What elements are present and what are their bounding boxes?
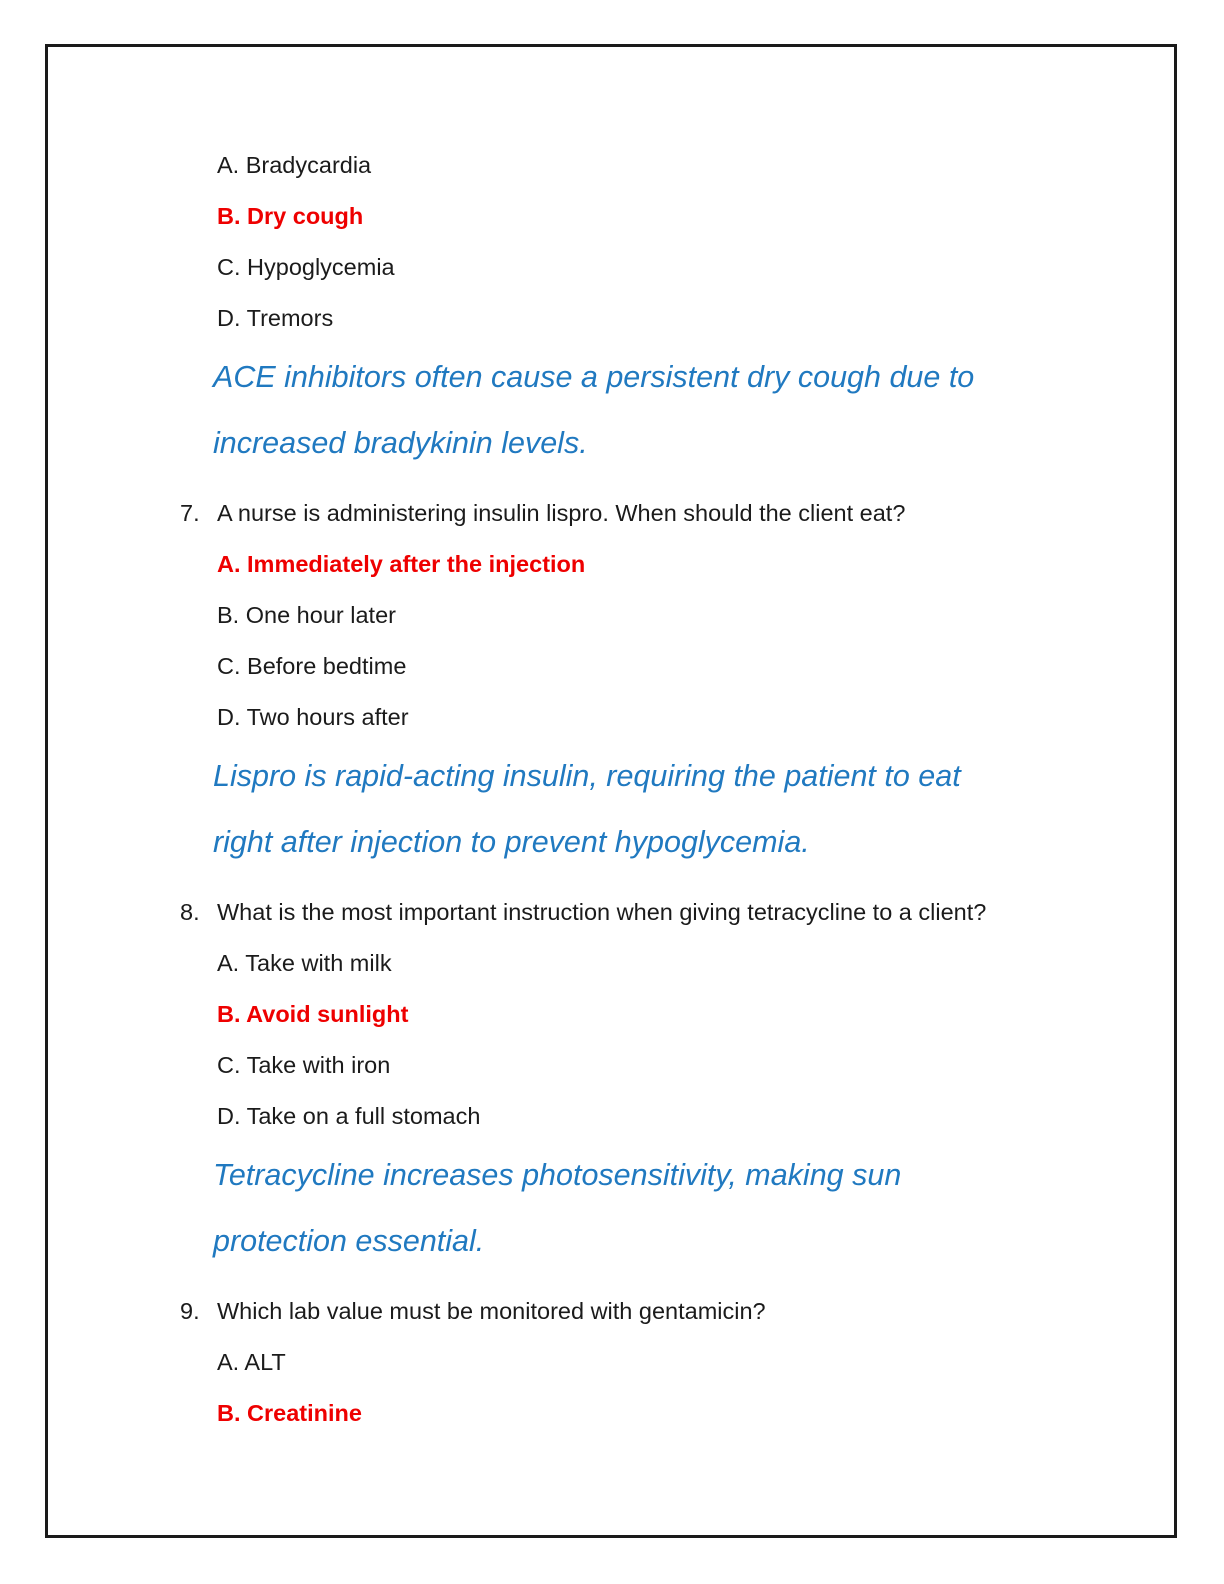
answer-option: A. ALT	[217, 1349, 286, 1375]
question-text: A nurse is administering insulin lispro. When should the client eat?	[217, 500, 906, 526]
answer-option: D. Take on a full stomach	[217, 1103, 481, 1129]
explanation-line: increased bradykinin levels.	[213, 426, 588, 460]
answer-option-correct: B. Creatinine	[217, 1400, 362, 1426]
answer-option-correct: B. Dry cough	[217, 203, 364, 229]
question-line	[180, 1286, 1140, 1337]
explanation-line: ACE inhibitors often cause a persistent dry cough due to	[213, 360, 975, 394]
explanation-line: Lispro is rapid-acting insulin, requiring the patient to eat	[213, 759, 961, 793]
document-content	[180, 140, 1140, 1439]
question-block-7	[180, 488, 1140, 875]
question-number: 7.	[180, 500, 200, 526]
explanation-line: right after injection to prevent hypoglycemia.	[213, 825, 810, 859]
answer-option: C. Before bedtime	[217, 653, 407, 679]
question-line	[180, 887, 1140, 938]
explanation-line: Tetracycline increases photosensitivity, making sun	[213, 1158, 902, 1192]
answer-option-correct: A. Immediately after the injection	[217, 551, 586, 577]
question-text: What is the most important instruction when giving tetracycline to a client?	[217, 899, 987, 925]
question-block-8	[180, 887, 1140, 1274]
answer-explanation	[213, 743, 1140, 875]
explanation-line: protection essential.	[213, 1224, 485, 1258]
answer-explanation	[213, 344, 1140, 476]
answer-option: A. Take with milk	[217, 950, 392, 976]
answer-option: B. One hour later	[217, 602, 396, 628]
answer-option: C. Hypoglycemia	[217, 254, 395, 280]
answer-option-correct: B. Avoid sunlight	[217, 1001, 409, 1027]
answer-option: D. Two hours after	[217, 704, 409, 730]
question-number: 9.	[180, 1298, 200, 1324]
question-block-continued	[180, 140, 1140, 476]
question-number: 8.	[180, 899, 200, 925]
question-line	[180, 488, 1140, 539]
answer-explanation	[213, 1142, 1140, 1274]
question-text: Which lab value must be monitored with gentamicin?	[217, 1298, 766, 1324]
answer-option: D. Tremors	[217, 305, 334, 331]
question-block-9	[180, 1286, 1140, 1439]
answer-option: A. Bradycardia	[217, 152, 372, 178]
answer-option: C. Take with iron	[217, 1052, 391, 1078]
